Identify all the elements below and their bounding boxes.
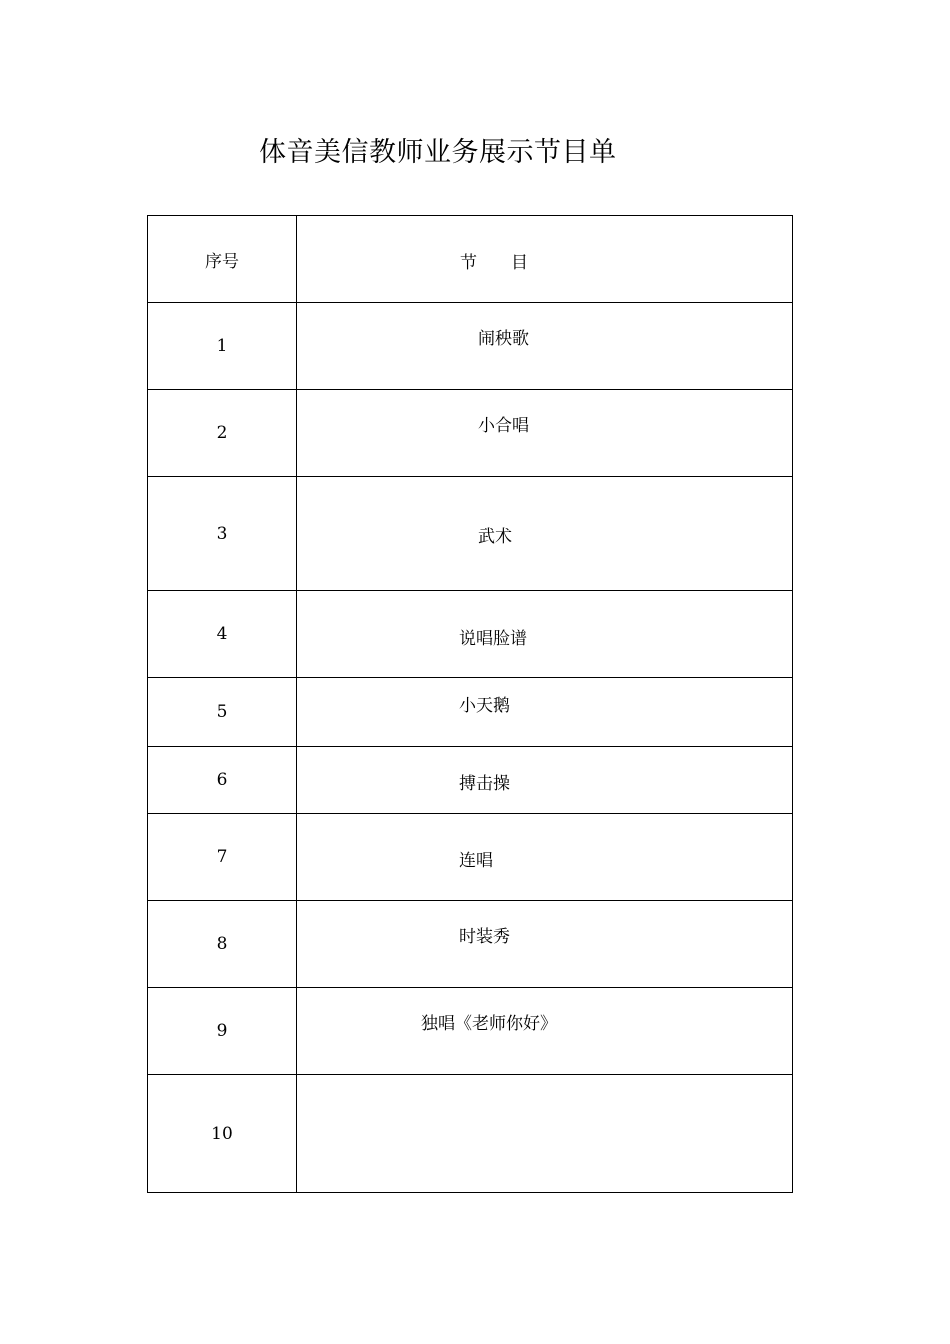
program-name: 时装秀 [459,927,510,947]
row-program [297,678,793,747]
row-program [297,1075,793,1193]
program-name: 闹秧歌 [478,329,529,349]
row-program [297,988,793,1075]
row-program [297,477,793,591]
row-program [297,747,793,814]
program-name: 独唱《老师你好》 [421,1014,557,1034]
table-row [148,901,793,988]
table-row [148,591,793,678]
row-number: 5 [148,678,297,747]
table-row [148,1075,793,1193]
program-name: 搏击操 [459,774,510,794]
table-row [148,814,793,901]
page-title: 体音美信教师业务展示节目单 [259,137,617,168]
program-name: 小天鹅 [459,696,510,716]
row-program [297,591,793,678]
row-program [297,814,793,901]
table-row [148,678,793,747]
table-row [148,477,793,591]
row-number: 3 [148,477,297,591]
row-number: 4 [148,591,297,678]
program-table [147,215,793,1193]
program-name: 连唱 [459,851,493,871]
row-number: 7 [148,814,297,901]
row-program [297,901,793,988]
row-program [297,303,793,390]
program-name: 说唱脸谱 [459,629,527,649]
header-program-label: 节 目 [460,253,528,273]
program-name: 小合唱 [478,416,529,436]
row-number: 9 [148,988,297,1075]
table-row [148,988,793,1075]
table-row [148,303,793,390]
row-number: 6 [148,747,297,814]
header-program [297,216,793,303]
table-row [148,747,793,814]
row-number: 10 [148,1075,297,1193]
row-program [297,390,793,477]
row-number: 2 [148,390,297,477]
row-number: 1 [148,303,297,390]
table-row [148,390,793,477]
table-header-row [148,216,793,303]
header-number: 序号 [148,216,297,303]
program-name: 武术 [478,527,512,547]
row-number: 8 [148,901,297,988]
